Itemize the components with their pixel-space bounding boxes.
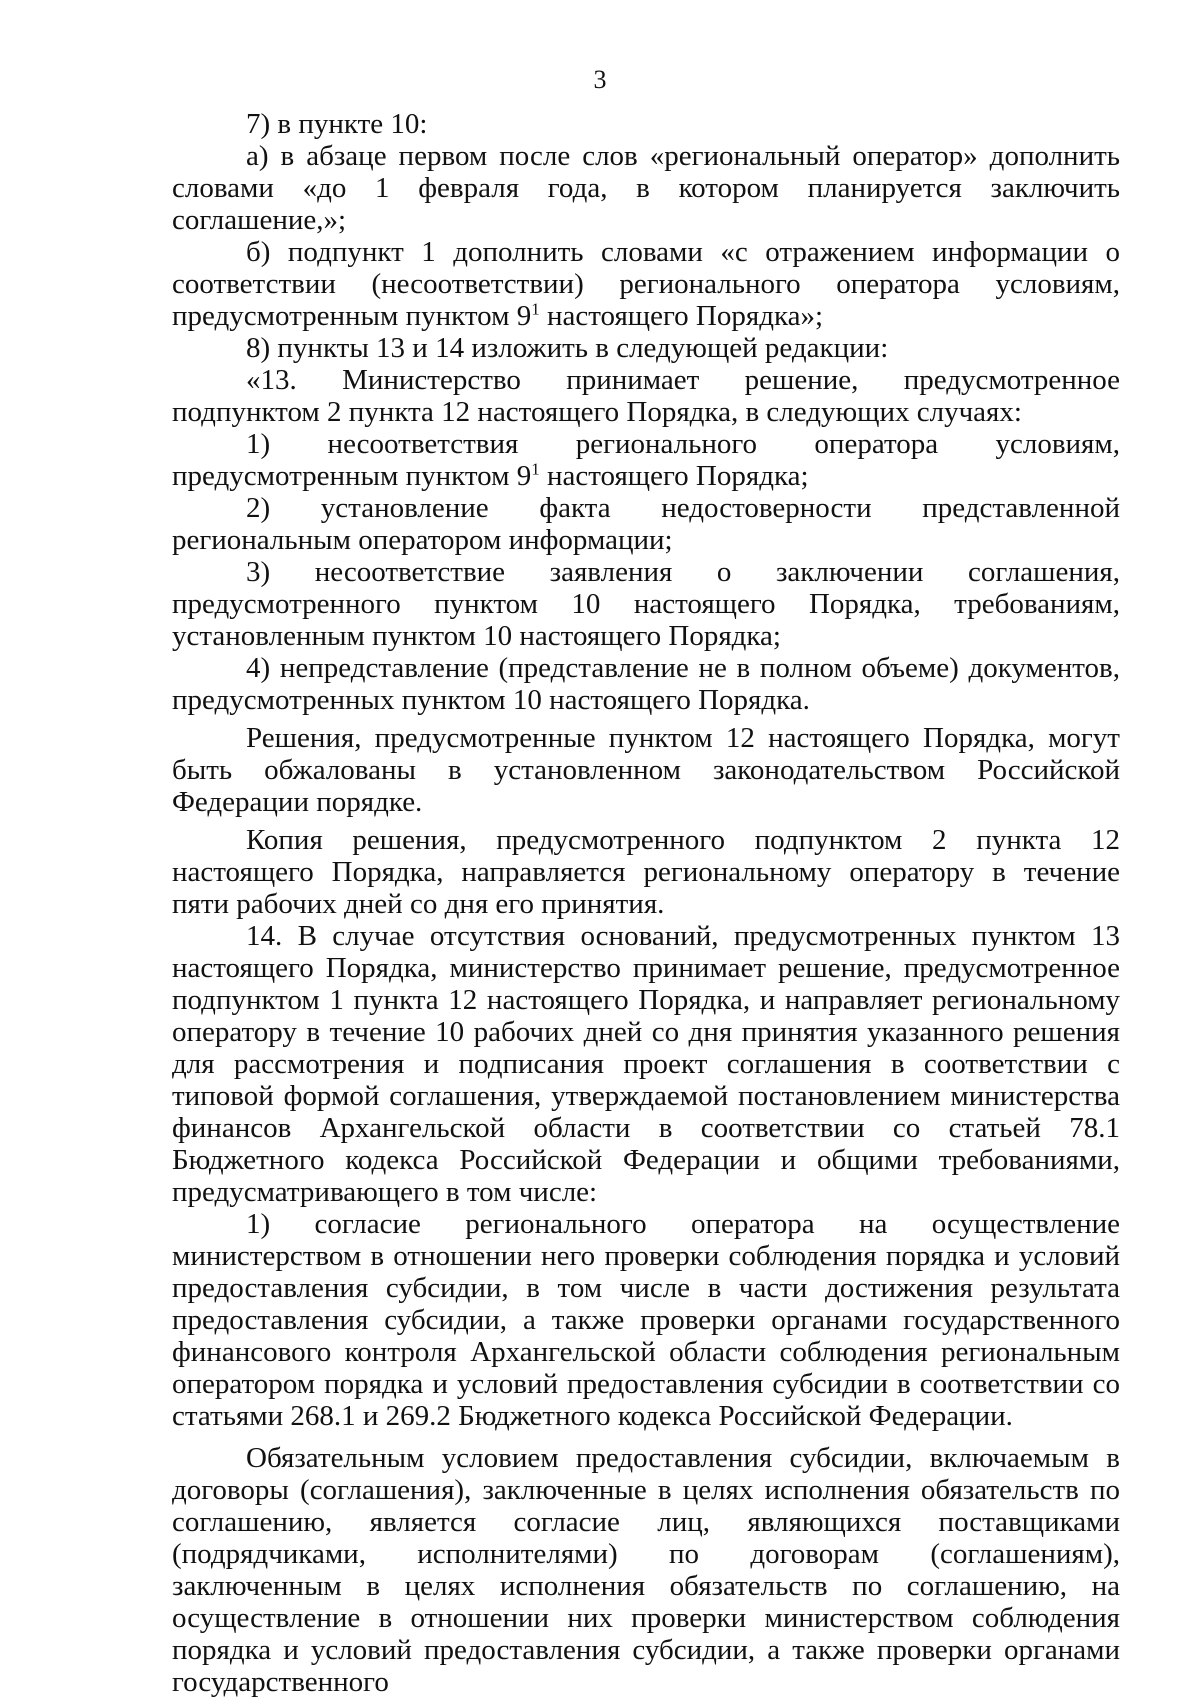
- paragraph-clause-13-copy: Копия решения, предусмотренного подпунктом 2 пункта 12 настоящего Порядка, направляется региональному оператору в течение пяти рабочих дней со дня его принятия.: [172, 824, 1120, 920]
- paragraph-clause-13-2: 2) установление факта недостоверности представленной региональным оператором информации;: [172, 492, 1120, 556]
- superscript: 1: [531, 459, 540, 479]
- paragraph-text: б) подпункт 1 дополнить словами «с отражением информации о соответствии (несоответствии) регионального оператора условиям, предусмотренным пунктом 9: [172, 236, 1120, 332]
- paragraph-clause-13: «13. Министерство принимает решение, предусмотренное подпунктом 2 пункта 12 настоящего Порядка, в следующих случаях:: [172, 364, 1120, 428]
- paragraph-item-8: 8) пункты 13 и 14 изложить в следующей редакции:: [246, 332, 889, 364]
- paragraph-clause-13-appeal: Решения, предусмотренные пунктом 12 настоящего Порядка, могут быть обжалованы в установленном законодательством Российской Федерации порядке.: [172, 722, 1120, 818]
- paragraph-clause-13-1: [172, 428, 1120, 492]
- paragraph-clause-14: 14. В случае отсутствия оснований, предусмотренных пунктом 13 настоящего Порядка, министерство принимает решение, предусмотренное подпунктом 1 пункта 12 настоящего Порядка, и направляет региональному оператору в течение 10 рабочих дней со дня принятия указанного решения для рассмотрения и подписания проект соглашения в соответствии с типовой формой соглашения, утверждаемой постановлением министерства финансов Архангельской области в соответствии со статьей 78.1 Бюджетного кодекса Российской Федерации и общими требованиями, предусматривающего в том числе:: [172, 920, 1120, 1208]
- paragraph-item-7: 7) в пункте 10:: [246, 108, 428, 140]
- paragraph-text: 1) несоответствия регионального оператора условиям, предусмотренным пунктом 9: [172, 428, 1120, 492]
- paragraph-text: настоящего Порядка»;: [539, 300, 824, 332]
- paragraph-item-7b: [172, 236, 1120, 332]
- document-body: [172, 108, 1120, 1698]
- paragraph-clause-13-3: 3) несоответствие заявления о заключении соглашения, предусмотренного пунктом 10 настоящего Порядка, требованиям, установленным пунктом 10 настоящего Порядка;: [172, 556, 1120, 652]
- paragraph-clause-14-condition: Обязательным условием предоставления субсидии, включаемым в договоры (соглашения), заключенные в целях исполнения обязательств по соглашению, является согласие лиц, являющихся поставщиками (подрядчиками, исполнителями) по договорам (соглашениям), заключенным в целях исполнения обязательств по соглашению, на осуществление в отношении них проверки министерством соблюдения порядка и условий предоставления субсидии, а также проверки органами государственного: [172, 1442, 1120, 1698]
- paragraph-item-7a: а) в абзаце первом после слов «региональный оператор» дополнить словами «до 1 февраля года, в котором планируется заключить соглашение,»;: [172, 140, 1120, 236]
- paragraph-clause-14-1: 1) согласие регионального оператора на осуществление министерством в отношении него проверки соблюдения порядка и условий предоставления субсидии, в том числе в части достижения результата предоставления субсидии, а также проверки органами государственного финансового контроля Архангельской области соблюдения региональным оператором порядка и условий предоставления субсидии в соответствии со статьями 268.1 и 269.2 Бюджетного кодекса Российской Федерации.: [172, 1208, 1120, 1432]
- paragraph-text: настоящего Порядка;: [539, 460, 809, 492]
- page-number: 3: [593, 65, 607, 94]
- paragraph-clause-13-4: 4) непредставление (представление не в полном объеме) документов, предусмотренных пунктом 10 настоящего Порядка.: [172, 652, 1120, 716]
- superscript: 1: [531, 299, 540, 319]
